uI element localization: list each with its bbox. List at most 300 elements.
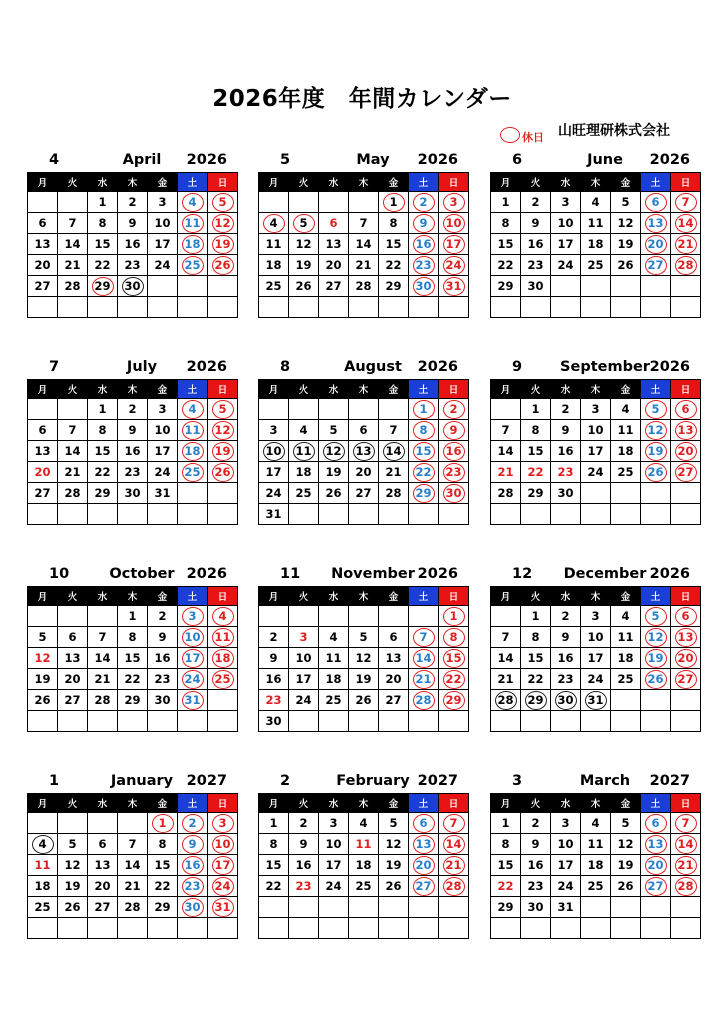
empty-cell xyxy=(379,711,409,732)
weekday-header: 金 xyxy=(379,380,409,399)
weekday-header: 日 xyxy=(671,794,701,813)
day-cell: 16 xyxy=(178,855,208,876)
month-grid xyxy=(258,793,469,939)
week-row xyxy=(491,711,701,732)
day-cell: 22 xyxy=(409,462,439,483)
empty-cell xyxy=(491,606,521,627)
day-cell: 31 xyxy=(551,897,581,918)
week-row xyxy=(259,441,469,462)
day-cell: 20 xyxy=(409,855,439,876)
month-block xyxy=(258,357,468,525)
day-cell: 3 xyxy=(581,606,611,627)
month-year: 2026 xyxy=(649,566,690,582)
day-cell: 20 xyxy=(641,855,671,876)
month-block xyxy=(258,564,468,732)
day-cell: 20 xyxy=(28,255,58,276)
empty-cell xyxy=(58,813,88,834)
day-cell: 15 xyxy=(259,855,289,876)
day-cell: 18 xyxy=(28,876,58,897)
month-year: 2027 xyxy=(649,773,690,789)
month-header xyxy=(490,771,700,793)
day-cell: 25 xyxy=(208,669,238,690)
empty-cell xyxy=(581,483,611,504)
week-row xyxy=(259,813,469,834)
day-cell: 27 xyxy=(409,876,439,897)
day-cell: 23 xyxy=(521,876,551,897)
month-block xyxy=(258,150,468,318)
day-cell: 15 xyxy=(521,648,551,669)
empty-cell xyxy=(178,483,208,504)
day-cell: 5 xyxy=(379,813,409,834)
empty-cell xyxy=(88,504,118,525)
day-cell: 18 xyxy=(178,441,208,462)
day-cell: 5 xyxy=(28,627,58,648)
day-cell: 9 xyxy=(439,420,469,441)
empty-cell xyxy=(208,690,238,711)
day-cell: 12 xyxy=(611,213,641,234)
weekday-header: 金 xyxy=(379,587,409,606)
week-row xyxy=(28,420,238,441)
weekday-header: 火 xyxy=(521,794,551,813)
month-name: January xyxy=(110,773,174,789)
empty-cell xyxy=(409,504,439,525)
weekday-header: 水 xyxy=(551,173,581,192)
weekday-header: 火 xyxy=(58,173,88,192)
day-cell: 3 xyxy=(148,399,178,420)
day-cell: 29 xyxy=(521,690,551,711)
empty-cell xyxy=(641,483,671,504)
day-cell: 10 xyxy=(581,420,611,441)
month-name: July xyxy=(126,359,158,375)
month-header xyxy=(27,771,237,793)
empty-cell xyxy=(491,504,521,525)
weekday-header: 日 xyxy=(439,587,469,606)
weekday-header: 土 xyxy=(178,173,208,192)
day-cell: 11 xyxy=(581,834,611,855)
empty-cell xyxy=(289,399,319,420)
week-row xyxy=(491,399,701,420)
weekday-header: 木 xyxy=(349,380,379,399)
day-cell: 2 xyxy=(551,399,581,420)
day-cell: 3 xyxy=(319,813,349,834)
day-cell: 13 xyxy=(409,834,439,855)
day-cell: 23 xyxy=(439,462,469,483)
day-cell: 13 xyxy=(379,648,409,669)
day-cell: 2 xyxy=(148,606,178,627)
day-cell: 28 xyxy=(349,276,379,297)
week-row xyxy=(491,834,701,855)
month-header xyxy=(490,357,700,379)
week-row xyxy=(259,711,469,732)
month-grid xyxy=(27,586,238,732)
month-block xyxy=(490,150,700,318)
day-cell: 4 xyxy=(178,192,208,213)
day-cell: 12 xyxy=(641,420,671,441)
day-cell: 5 xyxy=(611,813,641,834)
day-cell: 17 xyxy=(581,648,611,669)
day-cell: 14 xyxy=(439,834,469,855)
day-cell: 28 xyxy=(118,897,148,918)
day-cell: 1 xyxy=(521,606,551,627)
empty-cell xyxy=(521,918,551,939)
week-row xyxy=(28,213,238,234)
weekday-header: 水 xyxy=(319,380,349,399)
empty-cell xyxy=(671,711,701,732)
day-cell: 11 xyxy=(611,420,641,441)
day-cell: 29 xyxy=(439,690,469,711)
empty-cell xyxy=(28,918,58,939)
empty-cell xyxy=(289,918,319,939)
day-cell: 24 xyxy=(178,669,208,690)
day-cell: 11 xyxy=(289,441,319,462)
empty-cell xyxy=(551,297,581,318)
empty-cell xyxy=(439,918,469,939)
day-cell: 30 xyxy=(259,711,289,732)
day-cell: 27 xyxy=(58,690,88,711)
day-cell: 2 xyxy=(289,813,319,834)
weekday-header: 月 xyxy=(491,380,521,399)
month-number: 6 xyxy=(512,152,523,168)
day-cell: 13 xyxy=(641,834,671,855)
month-name: June xyxy=(587,152,623,168)
empty-cell xyxy=(611,897,641,918)
empty-cell xyxy=(289,711,319,732)
weekday-header: 土 xyxy=(178,380,208,399)
week-row xyxy=(259,897,469,918)
day-cell: 31 xyxy=(439,276,469,297)
day-cell: 27 xyxy=(671,669,701,690)
day-cell: 30 xyxy=(551,690,581,711)
day-cell: 25 xyxy=(611,462,641,483)
empty-cell xyxy=(551,276,581,297)
empty-cell xyxy=(289,606,319,627)
day-cell: 13 xyxy=(671,420,701,441)
weekday-header: 日 xyxy=(671,587,701,606)
day-cell: 31 xyxy=(259,504,289,525)
day-cell: 9 xyxy=(118,213,148,234)
empty-cell xyxy=(88,606,118,627)
empty-cell xyxy=(409,897,439,918)
day-cell: 22 xyxy=(491,876,521,897)
day-cell: 21 xyxy=(439,855,469,876)
day-cell: 1 xyxy=(379,192,409,213)
day-cell: 21 xyxy=(379,462,409,483)
day-cell: 22 xyxy=(521,669,551,690)
day-cell: 15 xyxy=(88,234,118,255)
day-cell: 22 xyxy=(491,255,521,276)
day-cell: 1 xyxy=(148,813,178,834)
week-row xyxy=(491,420,701,441)
empty-cell xyxy=(611,711,641,732)
day-cell: 1 xyxy=(491,813,521,834)
day-cell: 2 xyxy=(118,192,148,213)
day-cell: 19 xyxy=(349,669,379,690)
month-header xyxy=(258,357,468,379)
week-row xyxy=(28,255,238,276)
day-cell: 28 xyxy=(88,690,118,711)
day-cell: 25 xyxy=(178,462,208,483)
weekday-header: 水 xyxy=(319,794,349,813)
day-cell: 21 xyxy=(349,255,379,276)
day-cell: 2 xyxy=(521,192,551,213)
day-cell: 23 xyxy=(118,462,148,483)
day-cell: 22 xyxy=(379,255,409,276)
weekday-header: 日 xyxy=(208,173,238,192)
day-cell: 7 xyxy=(671,813,701,834)
day-cell: 26 xyxy=(379,876,409,897)
empty-cell xyxy=(319,192,349,213)
day-cell: 4 xyxy=(581,813,611,834)
day-cell: 14 xyxy=(88,648,118,669)
day-cell: 12 xyxy=(208,213,238,234)
empty-cell xyxy=(379,399,409,420)
empty-cell xyxy=(58,606,88,627)
weekday-header: 月 xyxy=(259,173,289,192)
empty-cell xyxy=(641,897,671,918)
day-cell: 21 xyxy=(88,669,118,690)
weekday-header: 水 xyxy=(551,380,581,399)
day-cell: 5 xyxy=(208,399,238,420)
empty-cell xyxy=(259,606,289,627)
empty-cell xyxy=(379,297,409,318)
month-year: 2026 xyxy=(186,566,227,582)
week-row xyxy=(259,690,469,711)
day-cell: 16 xyxy=(521,234,551,255)
day-cell: 18 xyxy=(319,669,349,690)
day-cell: 6 xyxy=(319,213,349,234)
weekday-header: 金 xyxy=(379,173,409,192)
day-cell: 14 xyxy=(118,855,148,876)
empty-cell xyxy=(641,276,671,297)
empty-cell xyxy=(671,483,701,504)
month-block xyxy=(490,357,700,525)
weekday-header: 金 xyxy=(611,587,641,606)
day-cell: 16 xyxy=(259,669,289,690)
empty-cell xyxy=(289,897,319,918)
week-row xyxy=(491,690,701,711)
weekday-header: 火 xyxy=(289,794,319,813)
week-row xyxy=(28,276,238,297)
day-cell: 30 xyxy=(521,276,551,297)
weekday-header: 月 xyxy=(28,794,58,813)
empty-cell xyxy=(379,504,409,525)
day-cell: 18 xyxy=(259,255,289,276)
day-cell: 10 xyxy=(439,213,469,234)
weekday-header: 水 xyxy=(319,587,349,606)
day-cell: 14 xyxy=(671,213,701,234)
day-cell: 17 xyxy=(289,669,319,690)
day-cell: 17 xyxy=(551,234,581,255)
empty-cell xyxy=(118,711,148,732)
weekday-header: 火 xyxy=(521,587,551,606)
empty-cell xyxy=(28,297,58,318)
day-cell: 26 xyxy=(611,876,641,897)
day-cell: 2 xyxy=(551,606,581,627)
empty-cell xyxy=(671,276,701,297)
weekday-header: 月 xyxy=(259,794,289,813)
weekday-header: 金 xyxy=(379,794,409,813)
day-cell: 19 xyxy=(611,855,641,876)
weekday-header: 土 xyxy=(641,587,671,606)
weekday-header: 木 xyxy=(581,173,611,192)
month-header xyxy=(27,150,237,172)
day-cell: 6 xyxy=(349,420,379,441)
day-cell: 7 xyxy=(439,813,469,834)
empty-cell xyxy=(349,297,379,318)
day-cell: 28 xyxy=(379,483,409,504)
month-grid xyxy=(490,379,701,525)
day-cell: 13 xyxy=(58,648,88,669)
empty-cell xyxy=(208,711,238,732)
day-cell: 21 xyxy=(491,669,521,690)
day-cell: 16 xyxy=(148,648,178,669)
day-cell: 20 xyxy=(28,462,58,483)
day-cell: 7 xyxy=(491,420,521,441)
empty-cell xyxy=(208,504,238,525)
empty-cell xyxy=(581,504,611,525)
weekday-header: 木 xyxy=(349,587,379,606)
empty-cell xyxy=(208,297,238,318)
day-cell: 22 xyxy=(148,876,178,897)
empty-cell xyxy=(379,918,409,939)
month-number: 2 xyxy=(280,773,291,789)
day-cell: 5 xyxy=(208,192,238,213)
empty-cell xyxy=(88,711,118,732)
empty-cell xyxy=(178,918,208,939)
weekday-header: 月 xyxy=(491,173,521,192)
day-cell: 17 xyxy=(259,462,289,483)
weekday-header: 火 xyxy=(58,794,88,813)
week-row xyxy=(259,192,469,213)
day-cell: 8 xyxy=(521,420,551,441)
weekday-header: 金 xyxy=(611,794,641,813)
day-cell: 1 xyxy=(259,813,289,834)
day-cell: 12 xyxy=(28,648,58,669)
empty-cell xyxy=(581,711,611,732)
weekday-header: 火 xyxy=(521,380,551,399)
day-cell: 9 xyxy=(118,420,148,441)
day-cell: 24 xyxy=(551,876,581,897)
day-cell: 2 xyxy=(439,399,469,420)
week-row xyxy=(28,918,238,939)
week-row xyxy=(28,483,238,504)
empty-cell xyxy=(28,399,58,420)
empty-cell xyxy=(319,606,349,627)
weekday-header: 火 xyxy=(521,173,551,192)
empty-cell xyxy=(28,606,58,627)
day-cell: 1 xyxy=(88,192,118,213)
day-cell: 18 xyxy=(611,648,641,669)
day-cell: 8 xyxy=(439,627,469,648)
empty-cell xyxy=(148,711,178,732)
day-cell: 3 xyxy=(551,192,581,213)
weekday-header: 日 xyxy=(208,380,238,399)
day-cell: 26 xyxy=(319,483,349,504)
day-cell: 11 xyxy=(178,420,208,441)
week-row xyxy=(259,297,469,318)
day-cell: 19 xyxy=(28,669,58,690)
week-row xyxy=(491,297,701,318)
day-cell: 15 xyxy=(409,441,439,462)
day-cell: 10 xyxy=(581,627,611,648)
day-cell: 1 xyxy=(118,606,148,627)
day-cell: 21 xyxy=(409,669,439,690)
day-cell: 30 xyxy=(118,276,148,297)
day-cell: 27 xyxy=(349,483,379,504)
month-header xyxy=(490,564,700,586)
empty-cell xyxy=(148,504,178,525)
day-cell: 31 xyxy=(148,483,178,504)
day-cell: 4 xyxy=(581,192,611,213)
day-cell: 28 xyxy=(671,255,701,276)
day-cell: 4 xyxy=(611,399,641,420)
day-cell: 1 xyxy=(521,399,551,420)
holiday-circle-icon xyxy=(500,127,520,143)
empty-cell xyxy=(671,918,701,939)
empty-cell xyxy=(148,918,178,939)
day-cell: 9 xyxy=(521,834,551,855)
day-cell: 6 xyxy=(641,192,671,213)
day-cell: 1 xyxy=(88,399,118,420)
empty-cell xyxy=(641,504,671,525)
day-cell: 3 xyxy=(439,192,469,213)
day-cell: 19 xyxy=(319,462,349,483)
week-row xyxy=(28,813,238,834)
day-cell: 14 xyxy=(671,834,701,855)
empty-cell xyxy=(118,297,148,318)
week-row xyxy=(259,918,469,939)
month-year: 2026 xyxy=(186,152,227,168)
empty-cell xyxy=(319,399,349,420)
empty-cell xyxy=(208,918,238,939)
day-cell: 14 xyxy=(491,441,521,462)
day-cell: 29 xyxy=(88,276,118,297)
day-cell: 21 xyxy=(58,255,88,276)
week-row xyxy=(28,441,238,462)
day-cell: 19 xyxy=(641,441,671,462)
empty-cell xyxy=(581,918,611,939)
week-row xyxy=(491,504,701,525)
month-header xyxy=(258,771,468,793)
weekday-header: 水 xyxy=(88,380,118,399)
month-number: 7 xyxy=(49,359,60,375)
empty-cell xyxy=(581,276,611,297)
day-cell: 13 xyxy=(88,855,118,876)
empty-cell xyxy=(521,504,551,525)
day-cell: 8 xyxy=(491,834,521,855)
day-cell: 9 xyxy=(551,420,581,441)
day-cell: 24 xyxy=(289,690,319,711)
empty-cell xyxy=(178,276,208,297)
empty-cell xyxy=(409,918,439,939)
day-cell: 28 xyxy=(491,690,521,711)
week-row xyxy=(28,462,238,483)
day-cell: 27 xyxy=(319,276,349,297)
day-cell: 8 xyxy=(88,420,118,441)
month-block xyxy=(27,150,237,318)
day-cell: 5 xyxy=(611,192,641,213)
empty-cell xyxy=(289,192,319,213)
empty-cell xyxy=(611,504,641,525)
month-name: March xyxy=(579,773,631,789)
week-row xyxy=(28,876,238,897)
month-name: April xyxy=(122,152,162,168)
day-cell: 3 xyxy=(581,399,611,420)
day-cell: 26 xyxy=(28,690,58,711)
weekday-header: 金 xyxy=(148,380,178,399)
day-cell: 8 xyxy=(88,213,118,234)
day-cell: 16 xyxy=(409,234,439,255)
